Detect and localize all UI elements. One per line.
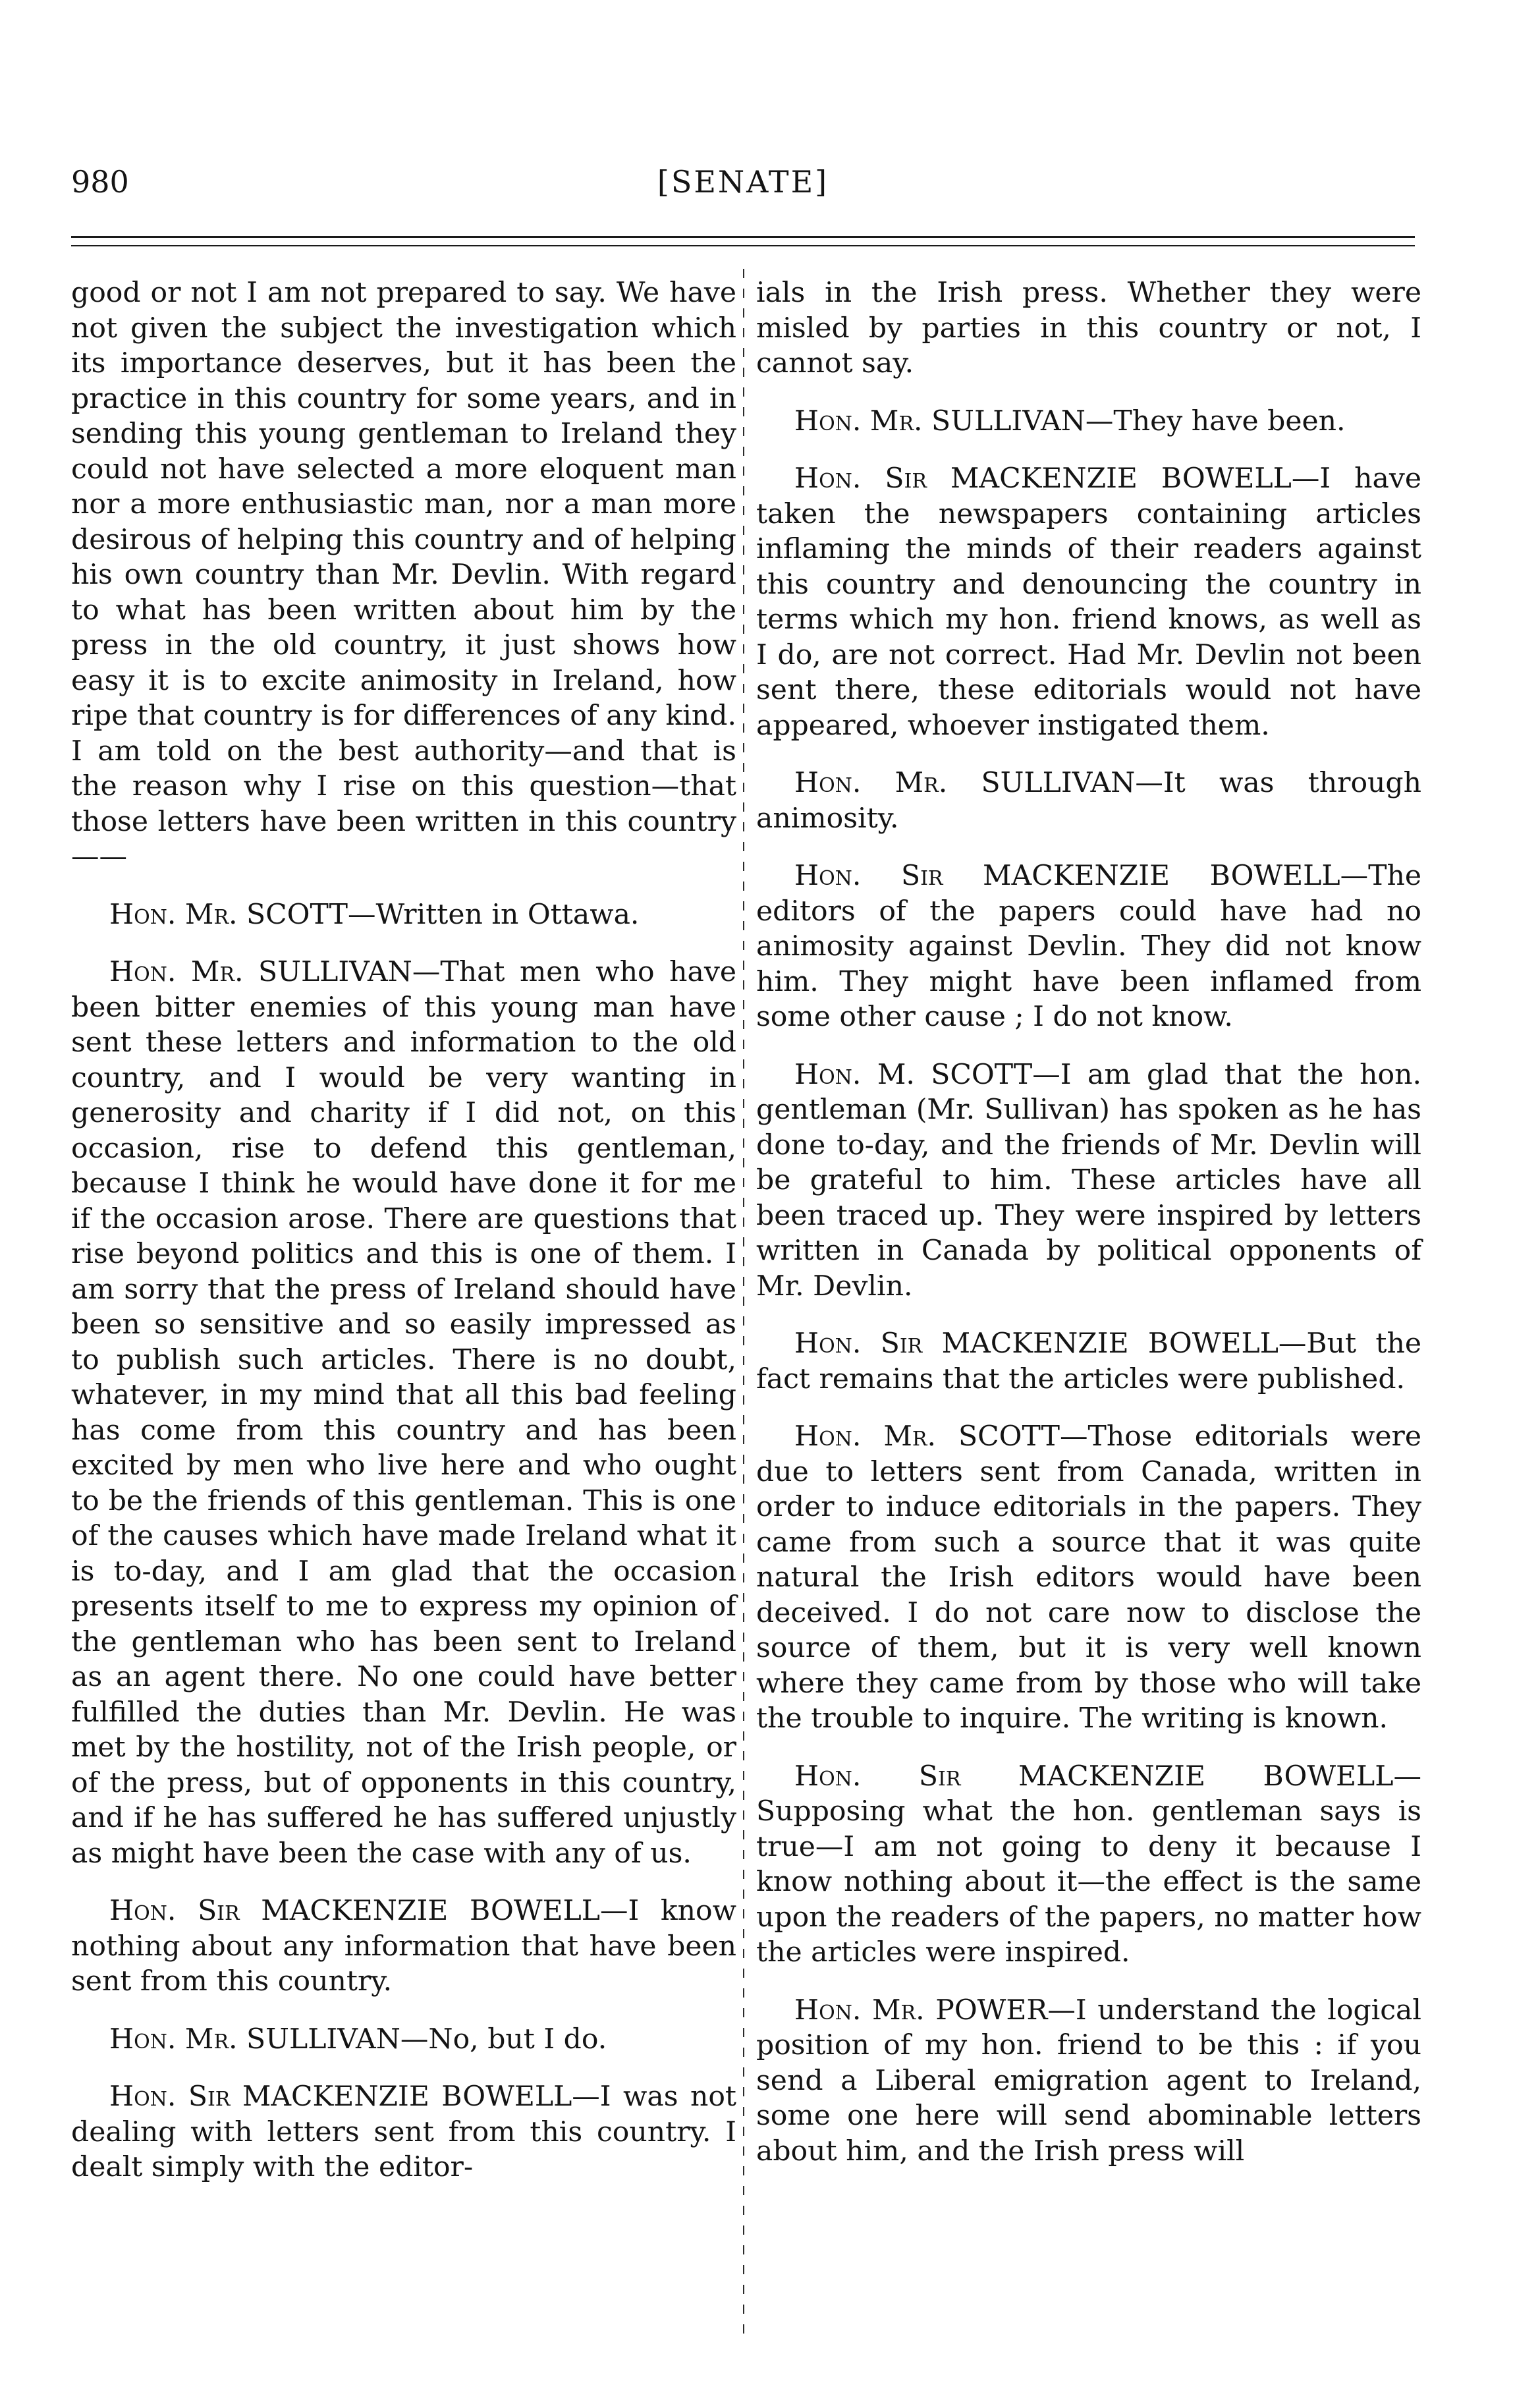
paragraph: [71, 2079, 736, 2185]
speaker-name: Hon. Sir MACKENZIE BOWELL—: [794, 462, 1320, 495]
paragraph: [756, 404, 1421, 439]
running-head: [SENATE]: [657, 164, 829, 200]
speaker-name: Hon. Mr. SULLIVAN—: [109, 956, 441, 988]
speaker-name: Hon. Sir MACKENZIE BOWELL—: [794, 1328, 1307, 1360]
speaker-name: Hon. Mr. POWER—: [794, 1994, 1076, 2027]
paragraph-text: The editors of the papers could have had no animosity against Devlin. They did not know him. They might have been inflamed from some other cause ; I do not know.: [756, 860, 1421, 1033]
speaker-name: Hon. Sir MACKENZIE BOWELL—: [109, 2081, 600, 2113]
left-column: [71, 275, 736, 2185]
paragraph: [756, 461, 1421, 743]
speaker-name: Hon. Mr. SULLIVAN—: [794, 767, 1163, 799]
header-rule-top: [71, 236, 1415, 238]
column-divider: [743, 269, 744, 2344]
page-header: [71, 163, 1415, 203]
speaker-name: Hon. M. SCOTT—: [794, 1058, 1060, 1091]
paragraph-text: I am glad that the hon. gentleman (Mr. Sullivan) has spoken as he has done to-day, and the friends of Mr. Devlin will be grateful to him. These articles have all been traced up. They were inspired by letters written in Canada by political opponents of Mr. Devlin.: [756, 1058, 1421, 1302]
speaker-name: Hon. Mr. SCOTT—: [794, 1420, 1088, 1453]
paragraph: [71, 1893, 736, 2000]
paragraph: [756, 1759, 1421, 1971]
paragraph-text: ials in the Irish press. Whether they were misled by parties in this country or not, I cannot say.: [756, 277, 1421, 379]
speaker-name: Hon. Mr. SULLIVAN—: [794, 405, 1114, 437]
speaker-name: Hon. Mr. SULLIVAN—: [109, 2023, 429, 2056]
paragraph-text: It was through animosity.: [756, 767, 1421, 835]
speaker-name: Hon. Mr. SCOTT—: [109, 898, 376, 931]
paragraph: [756, 1057, 1421, 1304]
speaker-name: Hon. Sir MACKENZIE BOWELL—: [794, 1760, 1421, 1793]
paragraph: [756, 1993, 1421, 2169]
paragraph-text: I know nothing about any information that have been sent from this country.: [71, 1895, 736, 1998]
paragraph-text: They have been.: [1113, 405, 1346, 437]
paragraph: [756, 858, 1421, 1035]
paragraph: [756, 1419, 1421, 1737]
paragraph: [71, 955, 736, 1871]
paragraph-text: I have taken the newspapers containing articles inflaming the minds of their readers against this country and denouncing the country in terms which my hon. friend knows, as well as I do, are not correct. Had Mr. Devlin not been sent there, these editorials would not have appeared, whoever instigated them.: [756, 462, 1422, 742]
paragraph-text: I was not dealing with letters sent from this country. I dealt simply with the editor-: [71, 2081, 736, 2183]
paragraph-text: That men who have been bitter enemies of this young man have sent these letters and information to the old country, and I would be very wanting in generosity and charity if I did not, on this occasion, rise to defend this gentleman, because I think he would have done it for me if the occasion arose. There are questions that rise beyond politics and this is one of them. I am sorry that the press of Ireland should have been so sensitive and so easily impressed as to publish such articles. There is no doubt, whatever, in my mind that all this bad feeling has come from this country and has been excited by men who live here and who ought to be the friends of this gentleman. This is one of the causes which have made Ireland what it is to-day, and I am glad that the occasion presents itself to me to express my opinion of the gentleman who has been sent to Ireland as an agent there. No one could have better fulfilled the duties than Mr. Devlin. He was met by the hostility, not of the Irish people, or of the press, but of opponents in this country, and if he has suffered he has suffered unjustly as might have been the case with any of us.: [71, 956, 737, 1870]
paragraph-text: But the fact remains that the articles were published.: [756, 1328, 1422, 1395]
right-column: [756, 275, 1421, 2169]
paragraph-text: I understand the logical position of my hon. friend to be this : if you send a Liberal emigration agent to Ireland, some one here will send abominable letters about him, and the Irish press will: [756, 1994, 1421, 2168]
paragraph: [756, 275, 1421, 381]
paragraph-text: Written in Ottawa.: [375, 898, 640, 931]
speaker-name: Hon. Sir MACKENZIE BOWELL—: [109, 1895, 628, 1927]
paragraph: [756, 766, 1421, 836]
paragraph-text: Those editorials were due to letters sent from Canada, written in order to induce editorials in the papers. They came from such a source that it was quite natural the Irish editors would have been deceived. I do not care now to disclose the source of them, but it is very well known where they came from by those who will take the trouble to inquire. The writing is known.: [756, 1420, 1421, 1735]
paragraph: [71, 275, 736, 875]
paragraph: [71, 897, 736, 933]
paragraph-text: No, but I do.: [428, 2023, 607, 2056]
paragraph: [756, 1326, 1421, 1397]
page-number: 980: [71, 164, 129, 200]
paragraph-text: Supposing what the hon. gentleman says is true—I am not going to deny it because I know nothing about it—the effect is the same upon the readers of the papers, no matter how the articles were inspired.: [756, 1795, 1421, 1969]
paragraph: [71, 2022, 736, 2057]
header-rule-bottom: [71, 245, 1415, 246]
paragraph-text: good or not I am not prepared to say. We have not given the subject the investigation which its importance deserves, but it has been the practice in this country for some years, and in sending this young gentleman to Ireland they could not have selected a more eloquent man nor a more enthusiastic man, nor a man more desirous of helping this country and of helping his own country than Mr. Devlin. With regard to what has been written about him by the press in the old country, it just shows how easy it is to excite animosity in Ireland, how ripe that country is for differences of any kind. I am told on the best authority—and that is the reason why I rise on this question—that those letters have been written in this country——: [71, 277, 736, 873]
speaker-name: Hon. Sir MACKENZIE BOWELL—: [794, 860, 1369, 892]
